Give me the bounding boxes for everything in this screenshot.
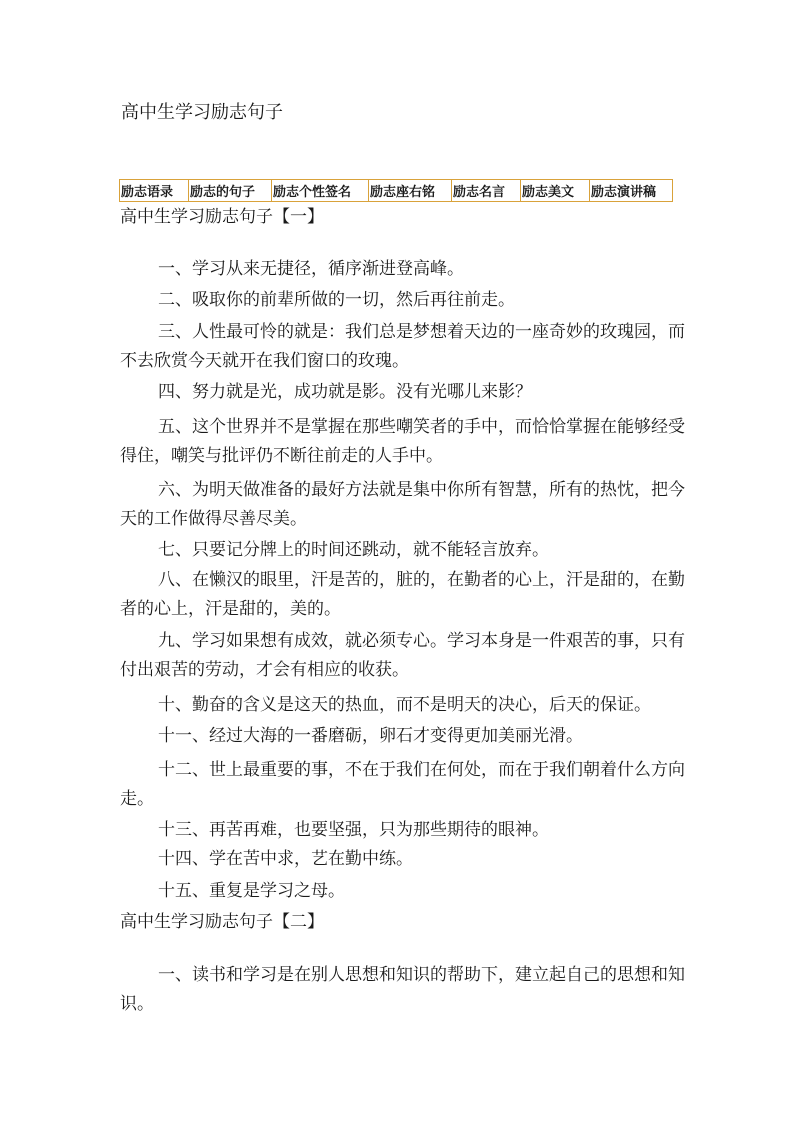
quote-item: 十四、学在苦中求，艺在勤中练。 bbox=[158, 849, 413, 869]
quote-item: 五、这个世界并不是掌握在那些嘲笑者的手中，而恰恰掌握在能够经受得住，嘲笑与批评仍不断往前走的人手中。 bbox=[120, 417, 685, 466]
document-title: 高中生学习励志句子 bbox=[121, 102, 283, 123]
quote-item: 十、勤奋的含义是这天的热血，而不是明天的决心，后天的保证。 bbox=[158, 695, 651, 715]
quote-item: 四、努力就是光，成功就是影。没有光哪儿来影？ bbox=[158, 382, 532, 402]
nav-link-mottos[interactable]: 励志座右铭 bbox=[369, 180, 452, 202]
nav-link-signatures[interactable]: 励志个性签名 bbox=[272, 180, 369, 202]
nav-link-essays[interactable]: 励志美文 bbox=[521, 180, 590, 202]
quote-item: 十一、经过大海的一番磨砺，卵石才变得更加美丽光滑。 bbox=[158, 726, 583, 746]
quote-item: 三、人性最可怜的就是：我们总是梦想着天边的一座奇妙的玫瑰园，而不去欣赏今天就开在我们窗口的玫瑰。 bbox=[120, 322, 685, 371]
nav-link-speeches[interactable]: 励志演讲稿 bbox=[590, 180, 673, 202]
quote-item: 六、为明天做准备的最好方法就是集中你所有智慧，所有的热忱，把今天的工作做得尽善尽美。 bbox=[120, 480, 685, 529]
quote-item: 十二、世上最重要的事，不在于我们在何处，而在于我们朝着什么方向走。 bbox=[120, 760, 685, 809]
section-heading-1: 高中生学习励志句子【一】 bbox=[120, 207, 324, 227]
nav-link-sentences[interactable]: 励志的句子 bbox=[189, 180, 272, 202]
quote-item: 一、读书和学习是在别人思想和知识的帮助下，建立起自己的思想和知识。 bbox=[120, 965, 685, 1014]
category-nav-table bbox=[119, 179, 673, 202]
quote-item: 一、学习从来无捷径，循序渐进登高峰。 bbox=[158, 259, 464, 279]
quote-item: 八、在懒汉的眼里，汗是苦的，脏的，在勤者的心上，汗是甜的，在勤者的心上，汗是甜的，美的。 bbox=[120, 570, 685, 619]
quote-item: 七、只要记分牌上的时间还跳动，就不能轻言放弃。 bbox=[158, 540, 549, 560]
section-heading-2: 高中生学习励志句子【二】 bbox=[120, 912, 324, 932]
quote-item: 二、吸取你的前辈所做的一切，然后再往前走。 bbox=[158, 290, 515, 310]
quote-item: 九、学习如果想有成效，就必须专心。学习本身是一件艰苦的事，只有付出艰苦的劳动，才会有相应的收获。 bbox=[120, 631, 685, 680]
quote-item: 十五、重复是学习之母。 bbox=[158, 881, 345, 901]
nav-link-famous-sayings[interactable]: 励志名言 bbox=[452, 180, 521, 202]
nav-link-quotes[interactable]: 励志语录 bbox=[120, 180, 189, 202]
quote-item: 十三、再苦再难，也要坚强，只为那些期待的眼神。 bbox=[158, 820, 549, 840]
